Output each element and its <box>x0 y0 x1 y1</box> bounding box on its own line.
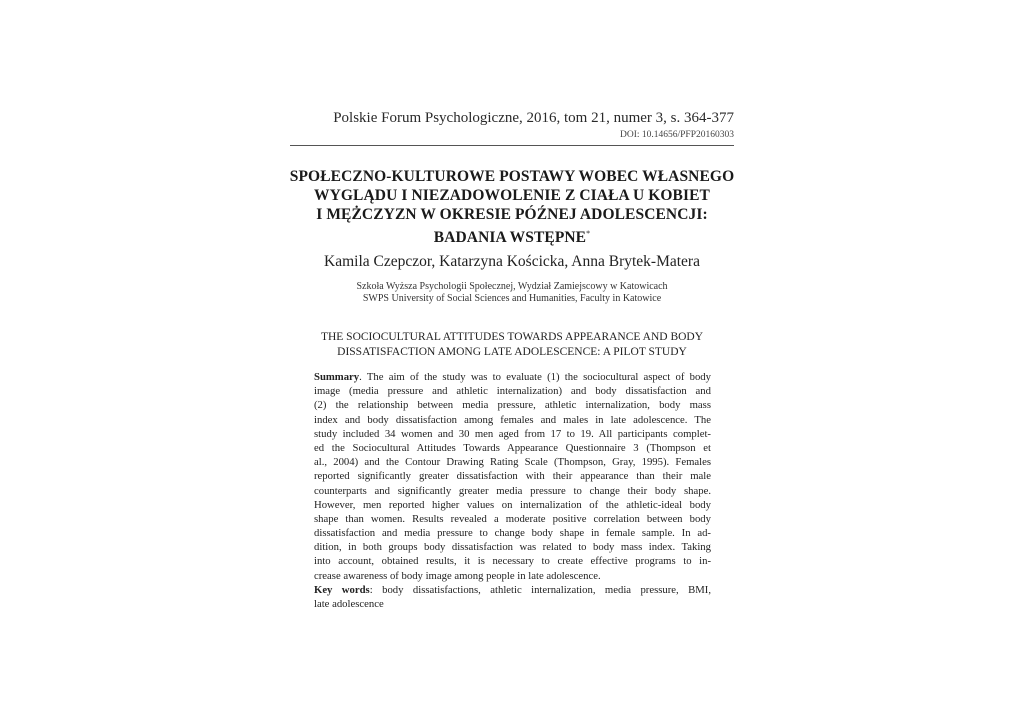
author-list: Kamila Czepczor, Katarzyna Kościcka, Anna Brytek-Matera <box>324 253 700 270</box>
keywords-text: : body dissatisfactions, athletic internalization, media pressure, BMI, <box>369 583 711 596</box>
abstract-line: (2) the relationship between media pressure, athletic internalization, body mass <box>314 399 711 412</box>
abstract-line: ed the Sociocultural Attitudes Towards Appearance Questionnaire 3 (Thompson et <box>314 441 711 454</box>
abstract-line: dition, in both groups body dissatisfaction was related to body mass index. Taking <box>314 541 711 554</box>
polish-title-line: SPOŁECZNO-KULTUROWE POSTAWY WOBEC WŁASNEGO <box>289 168 735 185</box>
abstract <box>314 370 711 611</box>
keywords-label: Key words <box>314 583 370 596</box>
abstract-line: into account, obtained results, it is necessary to create effective programs to in- <box>314 555 711 568</box>
polish-title-line: I MĘŻCZYZN W OKRESIE PÓŹNEJ ADOLESCENCJI: <box>316 206 708 223</box>
abstract-line: al., 2004) and the Contour Drawing Rating Scale (Thompson, Gray, 1995). Females <box>314 456 711 469</box>
abstract-text: . The aim of the study was to evaluate (1) the sociocultural aspect of body <box>359 371 711 383</box>
affiliation-polish: Szkoła Wyższa Psychologii Społecznej, Wydział Zamiejscowy w Katowicach <box>356 281 668 292</box>
footnote-mark: * <box>586 229 591 238</box>
keywords-line <box>314 583 711 597</box>
doi: DOI: 10.14656/PFP20160303 <box>619 130 734 140</box>
abstract-line: study included 34 women and 30 men aged from 17 to 19. All participants complet- <box>314 427 711 440</box>
english-title <box>280 330 744 360</box>
abstract-line: However, men reported higher values on internalization of the athletic-ideal body <box>314 498 711 511</box>
english-title-line: THE SOCIOCULTURAL ATTITUDES TOWARDS APPEARANCE AND BODY <box>320 331 704 343</box>
polish-title-line-last <box>280 224 744 247</box>
abstract-line <box>314 370 711 384</box>
header-divider <box>290 145 734 146</box>
affiliation-english: SWPS University of Social Sciences and Humanities, Faculty in Katowice <box>362 293 662 304</box>
polish-title-line: BADANIA WSTĘPNE <box>433 229 587 247</box>
abstract-line: reported significantly greater dissatisfaction with their appearance than their male <box>314 470 711 483</box>
abstract-line: crease awareness of body image among people in late adolescence. <box>314 569 601 582</box>
keywords-line: late adolescence <box>314 598 384 610</box>
summary-label: Summary <box>314 371 360 383</box>
abstract-line: image (media pressure and athletic internalization) and body dissatisfaction and <box>314 385 711 398</box>
journal-citation: Polskie Forum Psychologiczne, 2016, tom 21, numer 3, s. 364-377 <box>333 110 734 126</box>
abstract-line: index and body dissatisfaction among females and males in late adolescence. The <box>314 413 711 426</box>
english-title-line: DISSATISFACTION AMONG LATE ADOLESCENCE: A PILOT STUDY <box>337 346 687 358</box>
abstract-line: shape than women. Results revealed a moderate positive correlation between body <box>314 512 711 525</box>
polish-title-line: WYGLĄDU I NIEZADOWOLENIE Z CIAŁA U KOBIET <box>314 187 710 204</box>
abstract-line: counterparts and significantly greater media pressure to change their body shape. <box>314 484 711 497</box>
abstract-line: dissatisfaction and media pressure to change body shape in female sample. In ad- <box>314 527 711 540</box>
polish-title <box>280 167 744 247</box>
